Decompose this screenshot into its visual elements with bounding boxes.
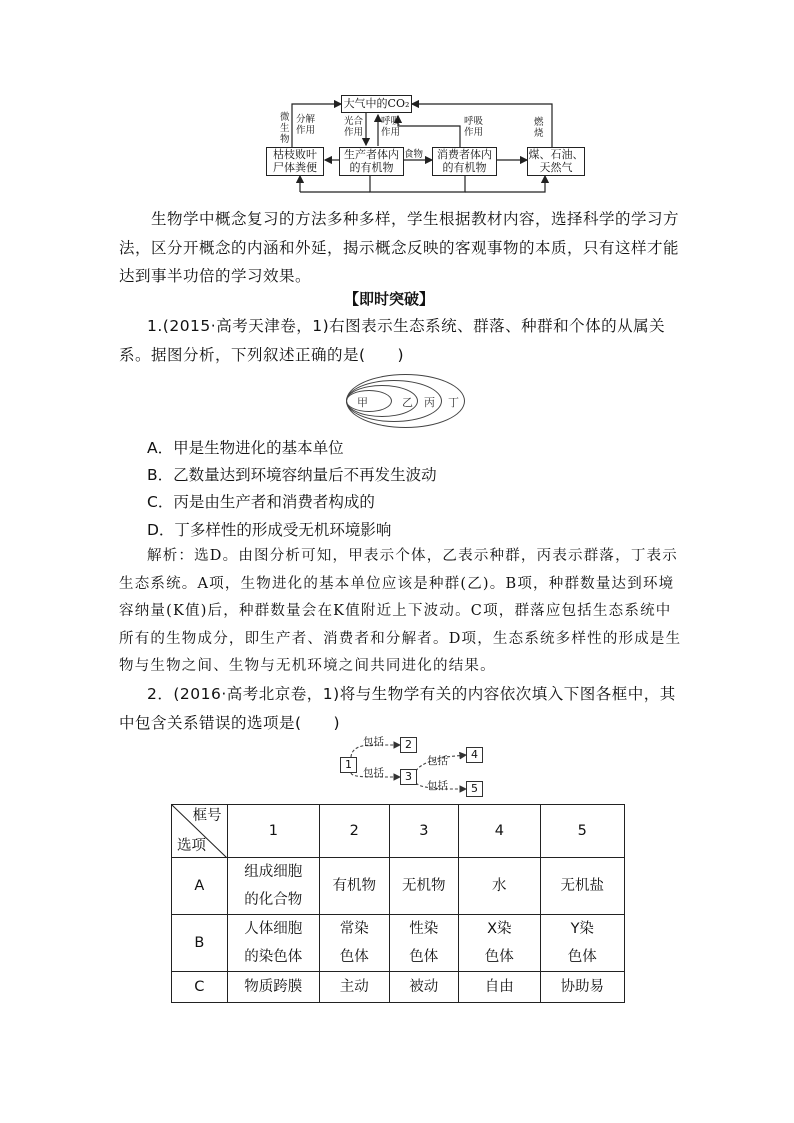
q1-option-a: A．甲是生物进化的基本单位 [147, 439, 344, 457]
q1-option-b: B．乙数量达到环境容纳量后不再发生波动 [147, 466, 437, 484]
include-label-4: 包括 [427, 780, 448, 792]
label-respiration-consumer: 呼吸 作用 [464, 116, 484, 138]
corner-bottom-label: 选项 [177, 838, 206, 854]
section-title: 【即时突破】 [344, 290, 435, 308]
table-option-cell: A [172, 858, 228, 915]
table-cell: 无机物 [389, 858, 459, 915]
table-header-cell: 2 [319, 805, 389, 858]
table-header-cell: 5 [540, 805, 624, 858]
table-option-cell: B [172, 915, 228, 972]
table-row [172, 972, 625, 1003]
include-label-1: 包括 [363, 736, 384, 748]
question-1-stem: 1.(2015·高考天津卷，1)右图表示生态系统、群落、种群和个体的从属关系。据图分析，下列叙述正确的是( ) [119, 317, 666, 364]
diagram-box-3: 3 [400, 769, 417, 785]
ellipse-label-bing: 丙 [424, 396, 435, 409]
consumer-box: 消费者体内 的有机物 [432, 147, 497, 176]
table-row [172, 915, 625, 972]
q1-option-d: D．丁多样性的形成受无机环境影响 [147, 521, 392, 539]
table-option-cell: C [172, 972, 228, 1003]
corner-top-label: 框号 [192, 808, 222, 824]
table-cell: 被动 [389, 972, 459, 1003]
table-cell: 组成细胞 的化合物 [227, 858, 319, 915]
table-cell: Y染 色体 [540, 915, 624, 972]
ellipse-label-jia: 甲 [357, 396, 368, 409]
table-cell: 人体细胞 的染色体 [227, 915, 319, 972]
q1-option-c: C．丙是由生产者和消费者构成的 [147, 493, 375, 511]
label-photosynthesis: 光合 作用 [344, 116, 364, 138]
table-cell: X染 色体 [459, 915, 540, 972]
table-corner-cell [172, 805, 228, 858]
decomposer-box: 枯枝败叶 尸体粪便 [266, 147, 324, 176]
q1-analysis: 解析：选D。由图分析可知，甲表示个体，乙表示种群，丙表示群落，丁表示生态系统。A项，生物进化的基本单位应该是种群(乙)。B项，种群数量达到环境容纳量(K值)后，种群数量会在K值附近上下波动。C项，群落应包括生态系统中所有的生物成分，即生产者、消费者和分解者。D项，生态系统多样性的形成是生物与生物之间、生物与无机环境之间共同进化的结果。 [119, 548, 682, 674]
diagram-box-1: 1 [340, 757, 357, 773]
include-label-3: 包括 [427, 755, 448, 767]
intro-paragraph: 生物学中概念复习的方法多种多样，学生根据教材内容，选择科学的学习方法，区分开概念的内涵和外延，揭示概念反映的客观事物的本质，只有这样才能达到事半功倍的学习效果。 [119, 210, 680, 285]
table-row [172, 858, 625, 915]
fossil-fuel-box: 煤、石油、 天然气 [528, 148, 584, 174]
table-cell: 协助易 [540, 972, 624, 1003]
label-burning: 燃 烧 [534, 117, 544, 139]
ellipse-label-yi: 乙 [402, 396, 413, 409]
label-microbe: 微 生 物 [280, 112, 290, 145]
table-cell: 物质跨膜 [227, 972, 319, 1003]
table-cell: 有机物 [319, 858, 389, 915]
diagram-box-4: 4 [466, 747, 483, 763]
table-cell: 性染 色体 [389, 915, 459, 972]
co2-box: 大气中的CO₂ [341, 95, 412, 113]
label-respiration-producer: 呼吸 作用 [381, 116, 401, 138]
table-cell: 主动 [319, 972, 389, 1003]
diagram-box-2: 2 [400, 737, 417, 753]
ellipse-label-ding: 丁 [448, 396, 459, 409]
table-header-cell: 1 [227, 805, 319, 858]
options-table [171, 804, 625, 1003]
label-food: 食物 [404, 149, 424, 160]
include-label-2: 包括 [363, 767, 384, 779]
table-header-row [172, 805, 625, 858]
table-cell: 无机盐 [540, 858, 624, 915]
table-header-cell: 3 [389, 805, 459, 858]
question-2-stem: 2．(2016·高考北京卷，1)将与生物学有关的内容依次填入下图各框中，其中包含关系错误的选项是( ) [119, 685, 676, 732]
table-cell: 自由 [459, 972, 540, 1003]
table-cell: 水 [459, 858, 540, 915]
table-cell: 常染 色体 [319, 915, 389, 972]
label-decomposition: 分解 作用 [296, 114, 316, 136]
table-header-cell: 4 [459, 805, 540, 858]
producer-box: 生产者体内 的有机物 [339, 147, 404, 176]
diagram-box-5: 5 [466, 781, 483, 797]
